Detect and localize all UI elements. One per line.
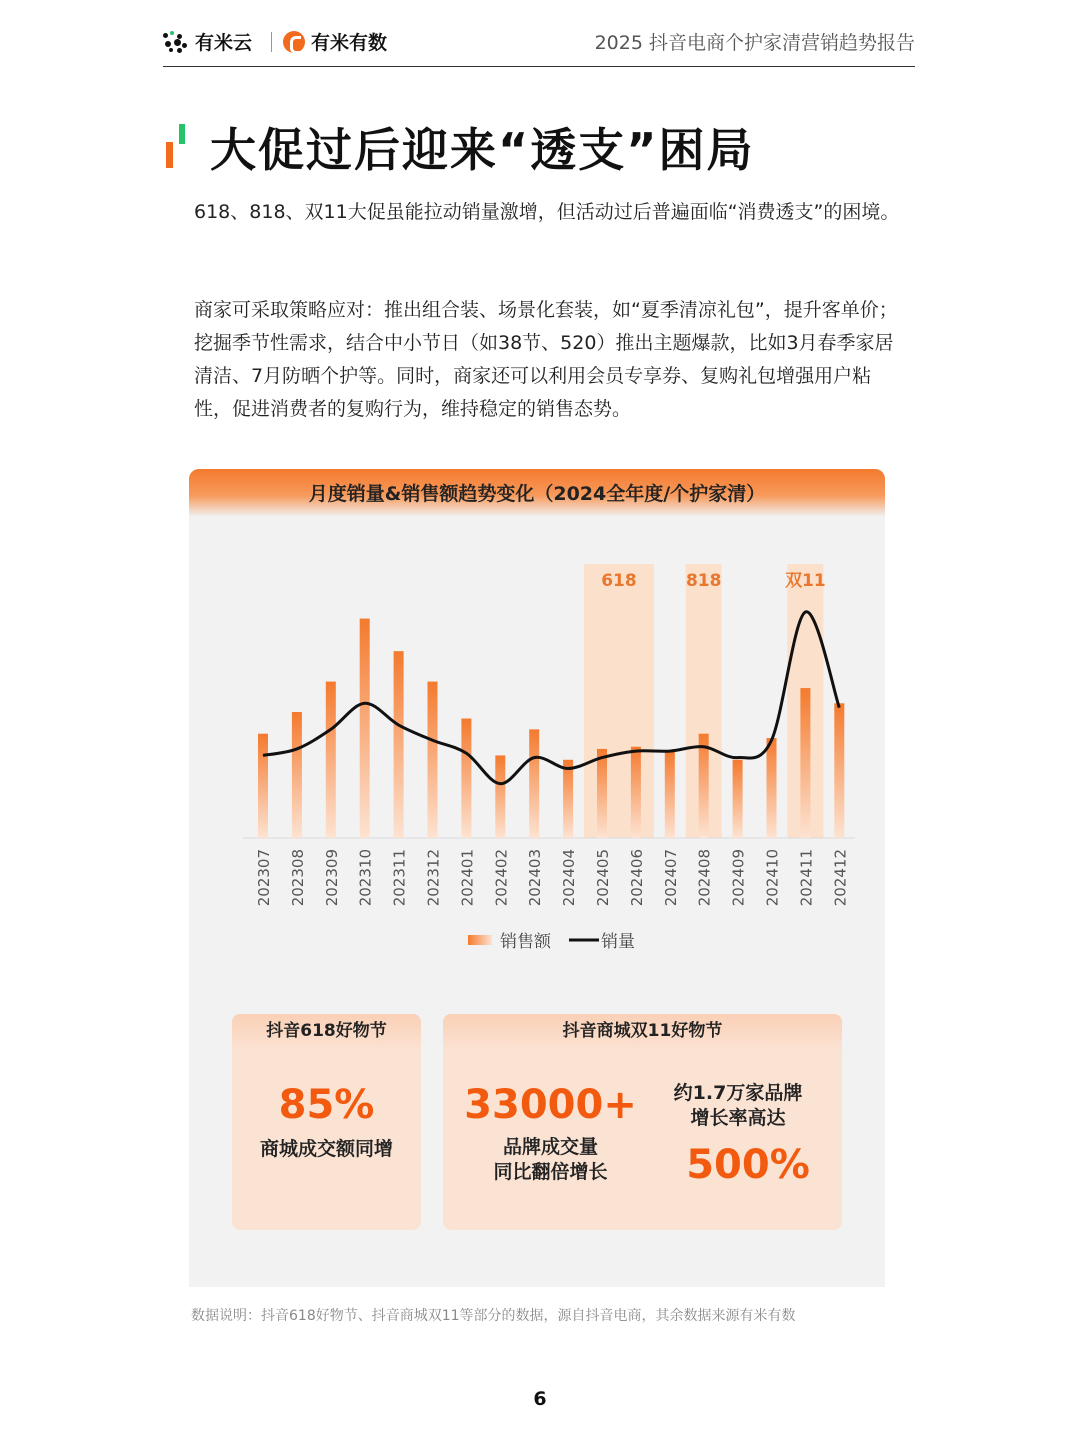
highlight-label-0: 618: [601, 571, 637, 591]
card-double11-title: 抖音商城双11好物节: [443, 1014, 842, 1052]
x-tick-202407: 202407: [661, 849, 680, 907]
x-tick-202411: 202411: [797, 849, 816, 907]
series-line-volume: [263, 612, 839, 784]
title-accent-icon: [166, 124, 190, 168]
x-tick-202403: 202403: [526, 849, 545, 907]
double11-brand-volume-desc-1: 品牌成交量: [502, 1136, 598, 1158]
bar-202407: [665, 751, 675, 838]
x-tick-202405: 202405: [594, 849, 612, 907]
double11-brand-count-desc-2: 增长率高达: [690, 1107, 786, 1129]
x-tick-202406: 202406: [627, 849, 646, 907]
x-tick-202311: 202311: [390, 849, 409, 907]
x-tick-202312: 202312: [424, 849, 443, 907]
paragraph-strategy: 商家可采取策略应对：推出组合装、场景化套装，如“夏季清凉礼包”，提升客单价；挖掘季节性需求，结合中小节日（如38节、520）推出主题爆款，比如3月春季家居清洁、7月防晒个护等。同时，商家还可以利用会员专享券、复购礼包增强用户粘性，促进消费者的复购行为，维持稳定的销售态势。: [194, 299, 898, 420]
x-tick-202401: 202401: [458, 849, 477, 907]
bar-202312: [428, 682, 438, 838]
bar-202412: [834, 703, 844, 838]
youmiyoushu-logo: [283, 28, 387, 55]
legend-label-volume: 销量: [601, 932, 635, 952]
highlight-label-1: 818: [685, 571, 722, 591]
card-double11: [443, 1014, 842, 1230]
double11-brand-volume-value: 33000+: [464, 1082, 637, 1128]
paragraph-intro: 618、818、双11大促虽能拉动销量激增，但活动过后普遍面临“消费透支”的困境。: [194, 201, 900, 223]
bar-202408: [699, 734, 709, 838]
double11-brand-count-desc-1: 约1.7万家品牌: [673, 1082, 803, 1104]
bar-202411: [800, 688, 810, 838]
bar-202406: [631, 747, 641, 838]
data-source-note: 数据说明：抖音618好物节、抖音商城双11等部分的数据，源自抖音电商，其余数据来源有米有数: [191, 1308, 796, 1324]
bar-202310: [360, 619, 370, 838]
bar-202404: [563, 760, 573, 838]
x-tick-202408: 202408: [695, 849, 714, 907]
card-618: [232, 1014, 421, 1230]
x-tick-202309: 202309: [322, 849, 341, 907]
bar-202405: [597, 749, 607, 838]
page-title: 大促过后迎来“透支”困局: [210, 123, 755, 177]
bar-202309: [326, 682, 336, 838]
x-tick-202402: 202402: [492, 849, 511, 907]
page-header: [163, 22, 915, 67]
bar-202409: [733, 760, 743, 838]
bar-202401: [461, 719, 471, 839]
highlight-band-0: [584, 564, 654, 838]
x-tick-202409: 202409: [729, 849, 748, 907]
bar-202403: [529, 729, 539, 838]
x-tick-202308: 202308: [288, 849, 307, 907]
card-618-title: 抖音618好物节: [232, 1014, 421, 1052]
page-number: 6: [533, 1388, 547, 1410]
x-tick-202310: 202310: [356, 849, 375, 907]
trend-chart: [189, 469, 885, 989]
youmiyoushu-logo-icon: [283, 31, 305, 53]
x-tick-202412: 202412: [831, 849, 850, 907]
chart-legend: [468, 932, 635, 952]
youmiyun-logo: [163, 28, 252, 55]
report-title: 2025 抖音电商个护家清营销趋势报告: [594, 32, 915, 54]
youmiyun-logo-text: 有米云: [195, 32, 253, 54]
double11-brand-volume-desc-2: 同比翻倍增长: [493, 1161, 608, 1183]
card-618-desc: 商城成交额同增: [259, 1138, 393, 1160]
bar-202402: [495, 755, 505, 838]
bar-202308: [292, 712, 302, 838]
card-618-value: 85%: [278, 1082, 375, 1128]
legend-swatch-sales: [468, 935, 492, 945]
x-tick-202404: 202404: [560, 849, 579, 907]
legend-label-sales: 销售额: [500, 932, 551, 952]
x-tick-202307: 202307: [255, 849, 273, 907]
youmiyun-logo-icon: [163, 31, 189, 53]
double11-growth-value: 500%: [686, 1142, 810, 1188]
youmiyoushu-logo-text: 有米有数: [311, 32, 388, 54]
bar-202307: [258, 734, 268, 838]
bar-202311: [394, 651, 404, 838]
logo-divider: [271, 32, 272, 52]
bar-202410: [767, 738, 777, 838]
x-tick-202410: 202410: [763, 849, 782, 907]
highlight-label-2: 双11: [785, 571, 826, 591]
chart-title: 月度销量&销售额趋势变化（2024全年度/个护家清）: [308, 483, 766, 505]
